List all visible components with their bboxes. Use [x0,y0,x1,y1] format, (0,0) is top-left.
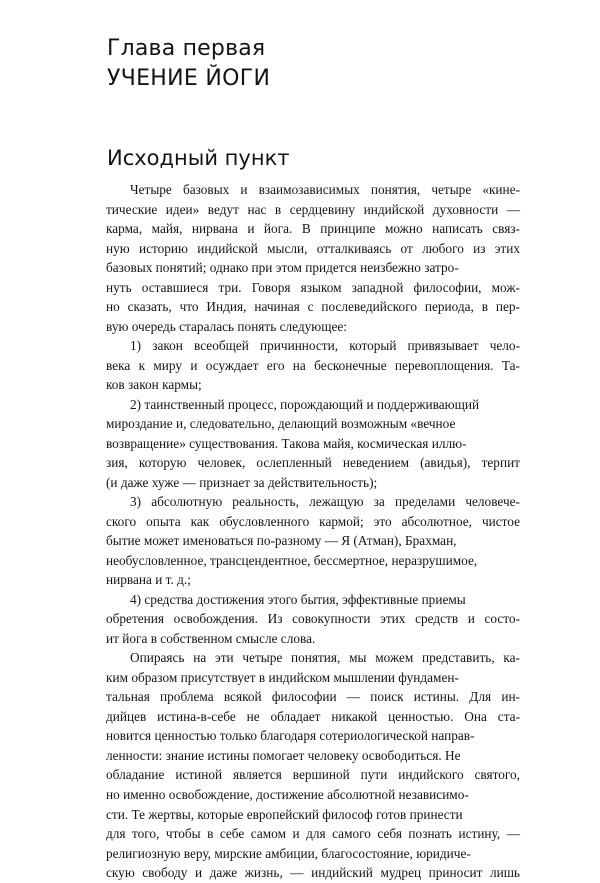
text-line: ского опыта как обусловленного кармой; это абсолютное, чистое [106,513,520,529]
text-line: 1) закон всеобщей причинности, который привязывает чело- [130,338,520,354]
text-line: зия, которую человек, ослепленный неведением (авидья), терпит [106,455,520,471]
text-line: века к миру и осуждает его на бесконечные перевоплощения. Та- [106,357,520,373]
text-line: Четыре базовых и взаимозависимых понятия, четыре «кине- [130,182,520,197]
text-line: дийцев истина-в-себе не обладает никакой ценностью. Она ста- [106,708,520,724]
text-line: 2) таинственный процесс, порождающий и поддерживающий [130,396,480,412]
text-line: но именно освобождение, достижение абсолютной независимо- [106,786,469,802]
section-heading: Исходный пункт [107,146,290,170]
text-line: нирвана и т. д.; [106,572,191,588]
text-line: скую свободу и даже жизнь, — индийский мудрец приносит лишь [106,865,520,881]
text-line: Опираясь на эти четыре понятия, мы можем представить, ка- [130,650,520,666]
text-line: (и даже хуже — признает за действительность); [106,474,378,490]
text-line: мироздание и, следовательно, делающий возможным «вечное [106,416,456,432]
text-line: ков закон кармы; [106,377,202,393]
text-line: сти. Те жертвы, которые европейский философ готов принести [106,806,463,822]
text-line: ную историю индийской мысли, отталкиваясь от любого из этих [106,240,520,256]
text-line: для того, чтобы в себе самом и для самого себя познать истину, — [106,826,520,842]
text-line: возвращение» существования. Такова майя, космическая иллю- [106,435,467,451]
text-line: обладание истиной является вершиной пути индийского святого, [106,767,520,783]
text-line: тические идеи» ведут нас в сердцевину индийской духовности — [106,201,520,217]
text-line: бытие может именоваться по-разному — Я (Атман), Брахман, [106,533,457,549]
text-line: тальная проблема всякой философии — поиск истины. Для ин- [106,689,520,705]
text-line: карма, майя, нирвана и йога. В принципе можно написать связ- [106,221,520,237]
text-line: но сказать, что Индия, начиная с послеведийского периода, в пер- [106,299,520,315]
text-line: ит йога в собственном смысле слова. [106,630,316,646]
text-line: новится ценностью только благодаря сотериологической направ- [106,728,475,744]
text-line: нуть оставшиеся три. Говоря языком западной философии, мож- [106,279,520,295]
text-line: необусловленное, трансцендентное, бессмертное, неразрушимое, [106,552,478,568]
text-line: 4) средства достижения этого бытия, эффективные приемы [130,591,466,607]
text-line: ким образом присутствует в индийском мышлении фундамен- [106,669,459,685]
text-line: базовых понятий; однако при этом придется неизбежно затро- [106,260,459,276]
text-line: религиозную веру, мирские амбиции, благосостояние, юридиче- [106,845,471,861]
text-line: 3) абсолютную реальность, лежащую за пределами человече- [130,494,520,510]
text-line: ленности: знание истины помогает человеку освободиться. Не [106,747,461,763]
chapter-number: Глава первая [107,36,266,61]
text-line: обретения освобождения. Из совокупности этих средств и состо- [106,611,520,627]
text-line: вую очередь старалась понять следующее: [106,318,347,334]
body-text [106,180,520,883]
chapter-title: УЧЕНИЕ ЙОГИ [107,66,271,91]
